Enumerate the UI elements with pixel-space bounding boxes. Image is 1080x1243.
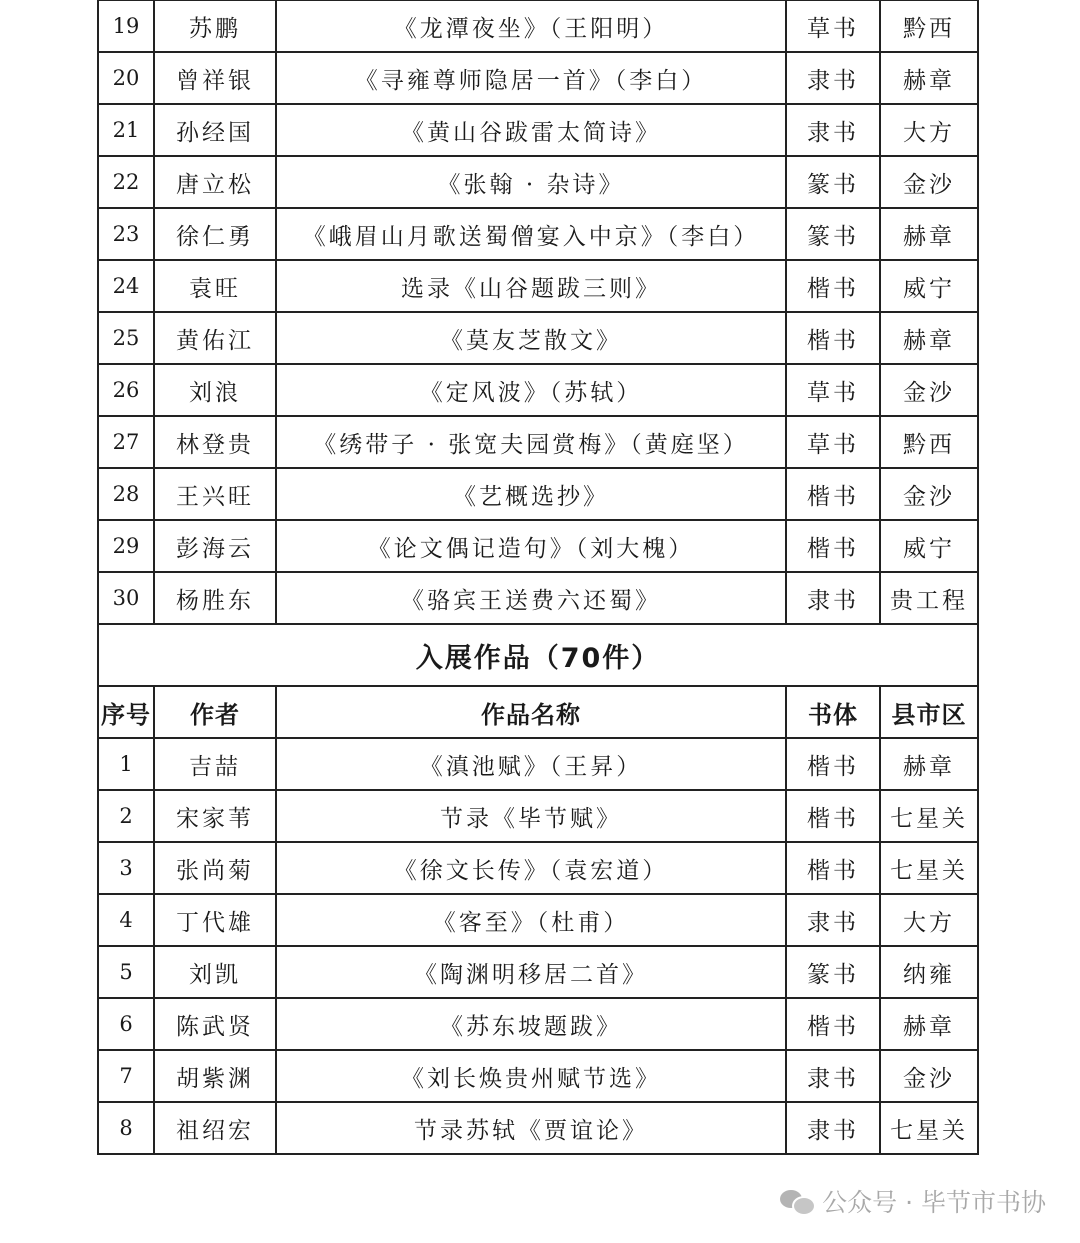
cell-author: 王兴旺 — [154, 468, 276, 520]
cell-county: 七星关 — [880, 842, 978, 894]
cell-author: 曾祥银 — [154, 52, 276, 104]
cell-work: 《客至》（杜甫） — [276, 894, 786, 946]
cell-no: 6 — [98, 998, 154, 1050]
cell-no: 2 — [98, 790, 154, 842]
cell-work: 《龙潭夜坐》（王阳明） — [276, 0, 786, 52]
cell-county: 大方 — [880, 104, 978, 156]
header-county: 县市区 — [880, 686, 978, 738]
cell-author: 张尚菊 — [154, 842, 276, 894]
cell-script: 楷书 — [786, 312, 880, 364]
table-row — [98, 1050, 978, 1102]
cell-work: 节录《毕节赋》 — [276, 790, 786, 842]
cell-work: 《定风波》（苏轼） — [276, 364, 786, 416]
cell-county: 纳雍 — [880, 946, 978, 998]
table-row — [98, 312, 978, 364]
cell-script: 草书 — [786, 0, 880, 52]
cell-work: 《张翰 · 杂诗》 — [276, 156, 786, 208]
cell-author: 丁代雄 — [154, 894, 276, 946]
table-row — [98, 416, 978, 468]
header-no: 序号 — [98, 686, 154, 738]
cell-no: 28 — [98, 468, 154, 520]
table-row — [98, 894, 978, 946]
cell-work: 《滇池赋》（王昇） — [276, 738, 786, 790]
table-row — [98, 1102, 978, 1154]
cell-no: 23 — [98, 208, 154, 260]
cell-author: 徐仁勇 — [154, 208, 276, 260]
cell-no: 22 — [98, 156, 154, 208]
cell-no: 5 — [98, 946, 154, 998]
header-script: 书体 — [786, 686, 880, 738]
cell-author: 宋家苇 — [154, 790, 276, 842]
cell-author: 胡紫渊 — [154, 1050, 276, 1102]
cell-work: 《陶渊明移居二首》 — [276, 946, 786, 998]
cell-author: 袁旺 — [154, 260, 276, 312]
cell-script: 楷书 — [786, 998, 880, 1050]
cell-no: 20 — [98, 52, 154, 104]
section-title-row — [98, 624, 978, 686]
cell-work: 《绣带子 · 张宽夫园赏梅》（黄庭坚） — [276, 416, 786, 468]
cell-county: 赫章 — [880, 998, 978, 1050]
table-row — [98, 520, 978, 572]
cell-no: 19 — [98, 0, 154, 52]
cell-no: 25 — [98, 312, 154, 364]
cell-no: 4 — [98, 894, 154, 946]
works-table — [97, 0, 979, 1155]
table-row — [98, 572, 978, 624]
table-row — [98, 468, 978, 520]
cell-work: 《峨眉山月歌送蜀僧宴入中京》（李白） — [276, 208, 786, 260]
table-row — [98, 156, 978, 208]
cell-no: 8 — [98, 1102, 154, 1154]
cell-work: 《寻雍尊师隐居一首》（李白） — [276, 52, 786, 104]
cell-work: 《苏东坡题跋》 — [276, 998, 786, 1050]
cell-no: 30 — [98, 572, 154, 624]
cell-work: 《骆宾王送费六还蜀》 — [276, 572, 786, 624]
cell-author: 彭海云 — [154, 520, 276, 572]
cell-county: 金沙 — [880, 468, 978, 520]
cell-no: 1 — [98, 738, 154, 790]
cell-county: 赫章 — [880, 738, 978, 790]
cell-author: 吉喆 — [154, 738, 276, 790]
cell-script: 篆书 — [786, 156, 880, 208]
table-header-row — [98, 686, 978, 738]
cell-no: 7 — [98, 1050, 154, 1102]
cell-script: 隶书 — [786, 572, 880, 624]
header-author: 作者 — [154, 686, 276, 738]
cell-script: 楷书 — [786, 842, 880, 894]
cell-author: 杨胜东 — [154, 572, 276, 624]
cell-author: 陈武贤 — [154, 998, 276, 1050]
cell-script: 草书 — [786, 364, 880, 416]
cell-county: 赫章 — [880, 52, 978, 104]
cell-script: 篆书 — [786, 208, 880, 260]
cell-no: 3 — [98, 842, 154, 894]
cell-author: 黄佑江 — [154, 312, 276, 364]
cell-county: 威宁 — [880, 520, 978, 572]
cell-script: 楷书 — [786, 260, 880, 312]
cell-author: 孙经国 — [154, 104, 276, 156]
table-row — [98, 842, 978, 894]
cell-no: 27 — [98, 416, 154, 468]
cell-county: 黔西 — [880, 0, 978, 52]
watermark — [780, 1183, 1046, 1219]
table-row — [98, 738, 978, 790]
cell-script: 楷书 — [786, 790, 880, 842]
cell-author: 林登贵 — [154, 416, 276, 468]
cell-county: 赫章 — [880, 312, 978, 364]
cell-no: 24 — [98, 260, 154, 312]
cell-county: 金沙 — [880, 156, 978, 208]
cell-no: 26 — [98, 364, 154, 416]
cell-work: 《黄山谷跋雷太简诗》 — [276, 104, 786, 156]
cell-county: 金沙 — [880, 364, 978, 416]
cell-script: 隶书 — [786, 104, 880, 156]
cell-no: 29 — [98, 520, 154, 572]
table-row — [98, 208, 978, 260]
cell-script: 楷书 — [786, 520, 880, 572]
cell-script: 隶书 — [786, 1102, 880, 1154]
table-row — [98, 946, 978, 998]
cell-work: 《艺概选抄》 — [276, 468, 786, 520]
cell-script: 隶书 — [786, 894, 880, 946]
watermark-text: 公众号 · 毕节市书协 — [822, 1188, 1046, 1217]
cell-work: 节录苏轼《贾谊论》 — [276, 1102, 786, 1154]
cell-county: 大方 — [880, 894, 978, 946]
cell-work: 《论文偶记造句》（刘大槐） — [276, 520, 786, 572]
cell-no: 21 — [98, 104, 154, 156]
cell-script: 篆书 — [786, 946, 880, 998]
cell-work: 《徐文长传》（袁宏道） — [276, 842, 786, 894]
cell-county: 贵工程 — [880, 572, 978, 624]
table-row — [98, 0, 978, 52]
cell-author: 祖绍宏 — [154, 1102, 276, 1154]
cell-work: 《刘长焕贵州赋节选》 — [276, 1050, 786, 1102]
cell-county: 赫章 — [880, 208, 978, 260]
cell-author: 刘凯 — [154, 946, 276, 998]
table-row — [98, 104, 978, 156]
header-work: 作品名称 — [276, 686, 786, 738]
cell-author: 刘浪 — [154, 364, 276, 416]
wechat-icon — [780, 1188, 814, 1214]
cell-work: 《莫友芝散文》 — [276, 312, 786, 364]
cell-county: 七星关 — [880, 1102, 978, 1154]
cell-author: 苏鹏 — [154, 0, 276, 52]
cell-county: 威宁 — [880, 260, 978, 312]
table-row — [98, 790, 978, 842]
table-row — [98, 52, 978, 104]
cell-county: 七星关 — [880, 790, 978, 842]
cell-author: 唐立松 — [154, 156, 276, 208]
cell-script: 楷书 — [786, 468, 880, 520]
cell-county: 黔西 — [880, 416, 978, 468]
cell-script: 草书 — [786, 416, 880, 468]
cell-script: 隶书 — [786, 52, 880, 104]
cell-county: 金沙 — [880, 1050, 978, 1102]
cell-script: 隶书 — [786, 1050, 880, 1102]
cell-script: 楷书 — [786, 738, 880, 790]
cell-work: 选录《山谷题跋三则》 — [276, 260, 786, 312]
table-row — [98, 260, 978, 312]
table-row — [98, 364, 978, 416]
section-title: 入展作品（70件） — [98, 624, 978, 686]
table-row — [98, 998, 978, 1050]
